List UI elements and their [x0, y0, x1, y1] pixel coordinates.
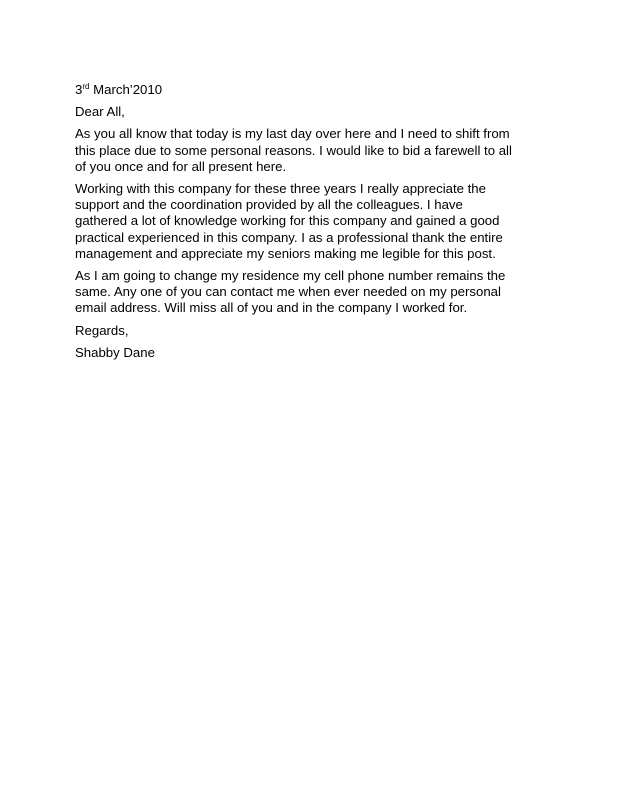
paragraph-line: same. Any one of you can contact me when ever needed on my personal	[75, 284, 501, 300]
date-day: 3	[75, 82, 83, 97]
paragraph-line: practical experienced in this company. I as a professional thank the entire	[75, 229, 503, 245]
letter-body	[75, 82, 565, 361]
letter-date	[75, 82, 565, 98]
paragraph-line: support and the coordination provided by all the colleagues. I have	[75, 197, 463, 213]
paragraph-contact	[75, 268, 565, 317]
paragraph-line: As you all know that today is my last day over here and I need to shift from	[75, 126, 510, 142]
paragraph-line: this place due to some personal reasons. I would like to bid a farewell to all	[75, 142, 512, 158]
paragraph-farewell	[75, 126, 565, 175]
date-month-year: March’2010	[89, 82, 163, 97]
paragraph-line: Working with this company for these three years I really appreciate the	[75, 181, 486, 197]
paragraph-line: As I am going to change my residence my cell phone number remains the	[75, 268, 506, 284]
signature-name: Shabby Dane	[75, 344, 155, 360]
paragraph-line: management and appreciate my seniors making me legible for this post.	[75, 245, 496, 261]
paragraph-line: email address. Will miss all of you and in the company I worked for.	[75, 300, 468, 316]
paragraph-line: of you once and for all present here.	[75, 158, 287, 174]
paragraph-line: gathered a lot of knowledge working for this company and gained a good	[75, 213, 500, 229]
date-ordinal-suffix: rd	[82, 82, 90, 91]
salutation: Dear All,	[75, 104, 125, 120]
closing: Regards,	[75, 322, 129, 338]
paragraph-appreciation	[75, 181, 565, 262]
